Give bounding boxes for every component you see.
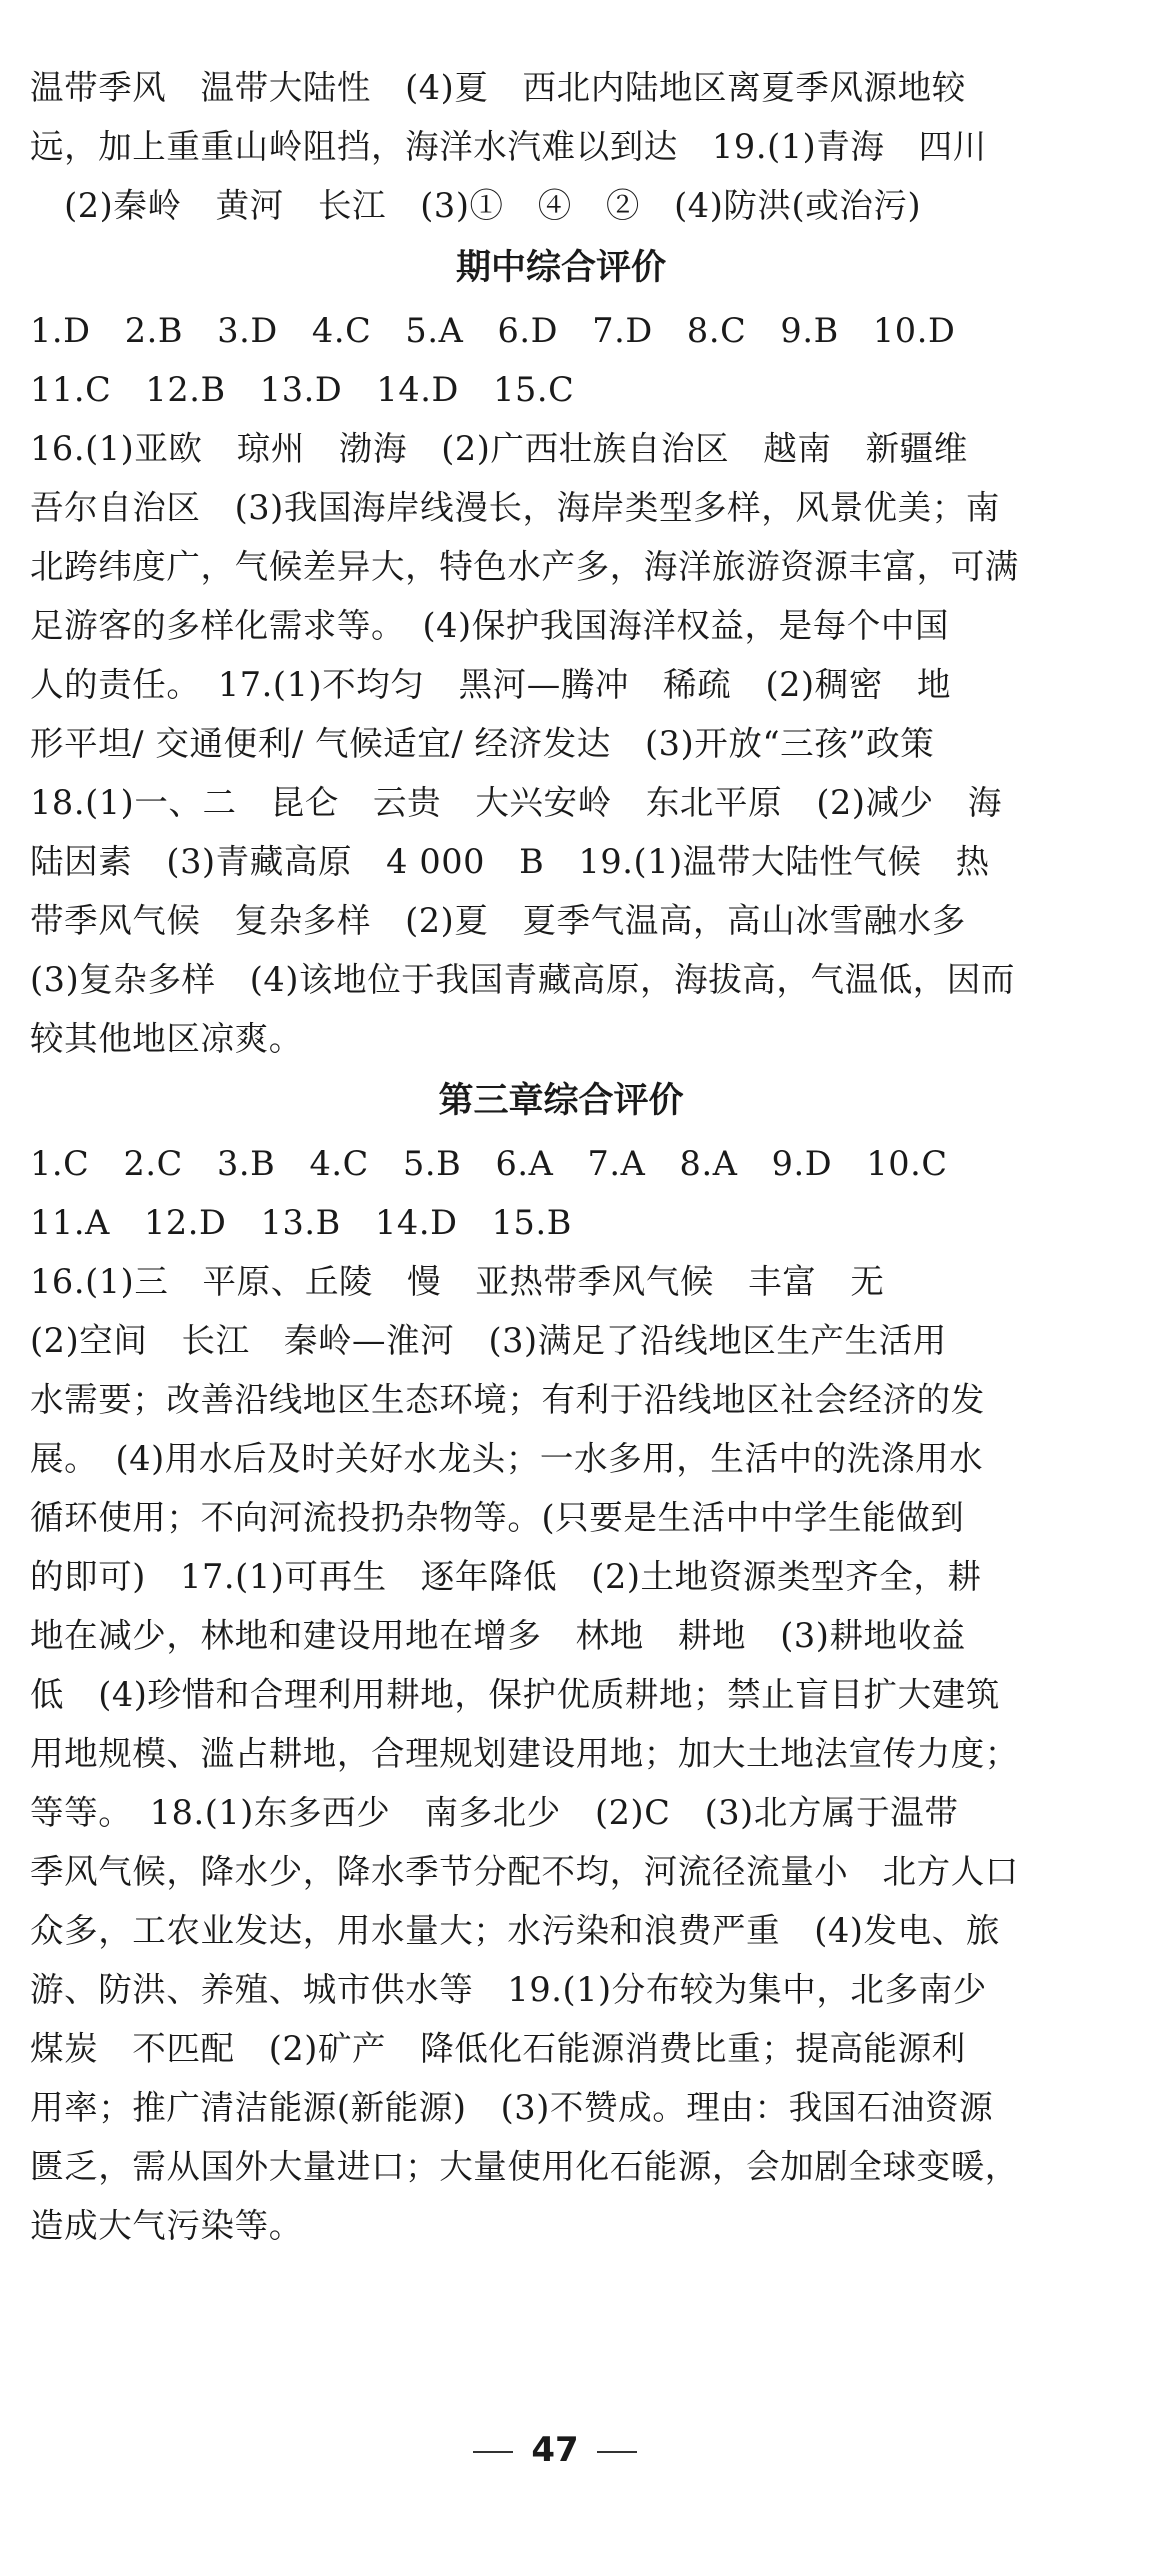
answer-line: (2)空间 长江 秦岭—淮河 (3)满足了沿线地区生产生活用: [30, 1321, 947, 1360]
answer-line: 煤炭 不匹配 (2)矿产 降低化石能源消费比重；提高能源利: [30, 2029, 966, 2068]
answer-line: 匮乏，需从国外大量进口；大量使用化石能源，会加剧全球变暖，: [30, 2147, 1019, 2186]
answer-line: 低 (4)珍惜和合理利用耕地，保护优质耕地；禁止盲目扩大建筑: [30, 1675, 1000, 1714]
answer-line: 11.C 12.B 13.D 14.D 15.C: [30, 370, 575, 409]
answer-line: 16.(1)三 平原、丘陵 慢 亚热带季风气候 丰富 无: [30, 1262, 885, 1301]
answer-line: 展。 (4)用水后及时关好水龙头；一水多用，生活中的洗涤用水: [30, 1439, 984, 1478]
answer-line: 温带季风 温带大陆性 (4)夏 西北内陆地区离夏季风源地较: [30, 68, 966, 107]
answer-line: (3)复杂多样 (4)该地位于我国青藏高原，海拔高，气温低，因而: [30, 960, 1016, 999]
answer-line: 远，加上重重山岭阻挡，海洋水汽难以到达 19.(1)青海 四川: [30, 127, 987, 166]
footer-dash-right: [597, 2451, 637, 2453]
answer-line: 季风气候，降水少，降水季节分配不均，河流径流量小 北方人口: [30, 1852, 1019, 1891]
footer-dash-left: [473, 2451, 513, 2453]
heading-chapter3: 第三章综合评价: [438, 1081, 684, 1121]
answer-line: 16.(1)亚欧 琼州 渤海 (2)广西壮族自治区 越南 新疆维: [30, 429, 968, 468]
answer-line: 带季风气候 复杂多样 (2)夏 夏季气温高，高山冰雪融水多: [30, 901, 966, 940]
answer-line: 1.C 2.C 3.B 4.C 5.B 6.A 7.A 8.A 9.D 10.C: [30, 1144, 948, 1183]
answer-line: 水需要；改善沿线地区生态环境；有利于沿线地区社会经济的发: [30, 1380, 985, 1419]
answer-line: (2)秦岭 黄河 长江 (3)① ④ ② (4)防洪(或治污): [30, 186, 922, 225]
page-number: 47: [531, 2430, 579, 2470]
answer-line: 循环使用；不向河流投扔杂物等。(只要是生活中中学生能做到: [30, 1498, 965, 1537]
answer-line: 1.D 2.B 3.D 4.C 5.A 6.D 7.D 8.C 9.B 10.D: [30, 311, 956, 350]
section-midterm: [30, 301, 1092, 1068]
answer-line: 足游客的多样化需求等。 (4)保护我国海洋权益，是每个中国: [30, 606, 950, 645]
answer-line: 陆因素 (3)青藏高原 4 000 B 19.(1)温带大陆性气候 热: [30, 842, 990, 881]
answer-line: 游、防洪、养殖、城市供水等 19.(1)分布较为集中，北多南少: [30, 1970, 987, 2009]
answer-line: 等等。 18.(1)东多西少 南多北少 (2)C (3)北方属于温带: [30, 1793, 959, 1832]
section-continued: [30, 58, 1092, 235]
answer-line: 形平坦/ 交通便利/ 气候适宜/ 经济发达 (3)开放“三孩”政策: [30, 724, 935, 763]
page-footer: [0, 2430, 1110, 2470]
section-chapter3: [30, 1134, 1092, 2255]
answer-line: 用率；推广清洁能源(新能源) (3)不赞成。理由：我国石油资源: [30, 2088, 994, 2127]
answer-line: 用地规模、滥占耕地，合理规划建设用地；加大土地法宣传力度；: [30, 1734, 1019, 1773]
answer-line: 的即可) 17.(1)可再生 逐年降低 (2)土地资源类型齐全，耕: [30, 1557, 982, 1596]
answer-line: 造成大气污染等。: [30, 2206, 303, 2245]
answer-line: 地在减少，林地和建设用地在增多 林地 耕地 (3)耕地收益: [30, 1616, 966, 1655]
answer-line: 11.A 12.D 13.B 14.D 15.B: [30, 1203, 572, 1242]
answer-line: 北跨纬度广，气候差异大，特色水产多，海洋旅游资源丰富，可满: [30, 547, 1019, 586]
answer-line: 18.(1)一、二 昆仑 云贵 大兴安岭 东北平原 (2)减少 海: [30, 783, 1002, 822]
heading-midterm: 期中综合评价: [455, 248, 666, 288]
answer-line: 人的责任。 17.(1)不均匀 黑河—腾冲 稀疏 (2)稠密 地: [30, 665, 952, 704]
answer-line: 吾尔自治区 (3)我国海岸线漫长，海岸类型多样，风景优美；南: [30, 488, 1000, 527]
answer-line: 较其他地区凉爽。: [30, 1019, 303, 1058]
answer-line: 众多，工农业发达，用水量大；水污染和浪费严重 (4)发电、旅: [30, 1911, 1000, 1950]
answer-page: [30, 58, 1092, 2255]
